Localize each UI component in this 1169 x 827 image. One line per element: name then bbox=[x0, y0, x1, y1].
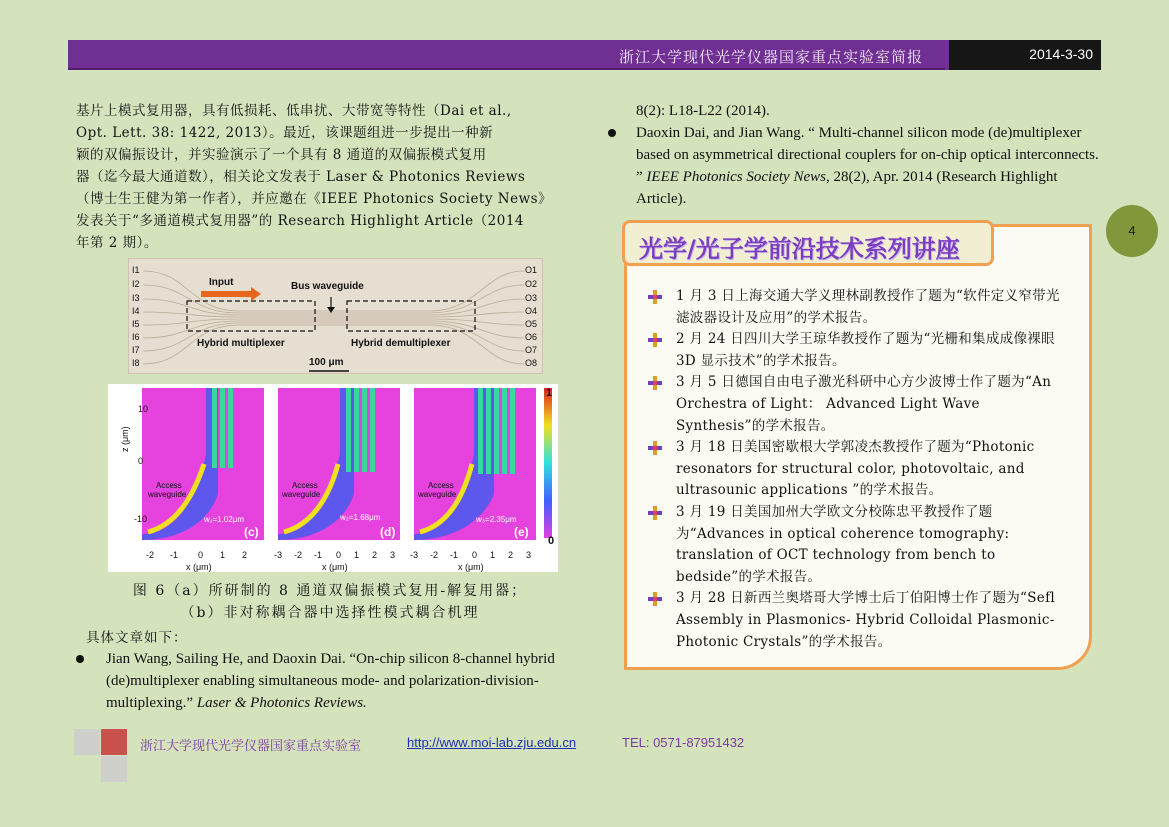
reference-list-right bbox=[608, 100, 1108, 210]
caption-line: （b）非对称耦合器中选择性模式耦合机理 bbox=[180, 605, 480, 621]
output-port-label: O8 bbox=[525, 358, 538, 368]
panel-label: (e) bbox=[514, 525, 529, 539]
simulation-svg bbox=[108, 384, 558, 572]
journal-name: IEEE Photonics Society News bbox=[646, 169, 826, 185]
panel-label: (c) bbox=[244, 525, 259, 539]
svg-text:-1: -1 bbox=[450, 550, 459, 560]
x-ticks-e bbox=[410, 550, 531, 560]
width-label: w₂=1.68μm bbox=[340, 513, 381, 522]
output-port-label: O5 bbox=[525, 319, 538, 329]
input-port-label: I5 bbox=[132, 319, 140, 329]
paragraph-line: 颖的双偏振设计，并实验演示了一个具有 8 通道的双偏振模式复用 bbox=[76, 147, 487, 163]
reference-items bbox=[608, 122, 1108, 210]
cross-bullet-icon bbox=[648, 592, 662, 606]
newsletter-title: 浙江大学现代光学仪器国家重点实验室简报 bbox=[618, 48, 923, 66]
output-port-label: O7 bbox=[525, 345, 538, 355]
svg-text:-1: -1 bbox=[170, 550, 179, 560]
svg-text:2: 2 bbox=[508, 550, 514, 560]
figure-caption bbox=[110, 580, 550, 624]
reference-list-left bbox=[76, 648, 566, 714]
y-tick: 10 bbox=[138, 404, 149, 414]
mode-coupling-simulations bbox=[108, 384, 558, 572]
svg-text:-3: -3 bbox=[274, 550, 283, 560]
scale-bar-label: 100 μm bbox=[309, 357, 344, 368]
lecture-item bbox=[648, 286, 1068, 329]
reference-item bbox=[76, 648, 566, 714]
access-label: Access bbox=[428, 481, 454, 490]
bullet-dot-icon bbox=[608, 129, 616, 137]
footer-telephone: TEL: 0571-87951432 bbox=[622, 735, 745, 750]
x-ticks-d bbox=[274, 550, 395, 560]
cross-bullet-icon bbox=[648, 506, 662, 520]
input-port-label: I2 bbox=[132, 279, 140, 289]
x-axis-label: x (μm) bbox=[322, 562, 348, 572]
svg-text:-3: -3 bbox=[410, 550, 419, 560]
y-axis-label: z (μm) bbox=[120, 426, 130, 452]
x-axis-label: x (μm) bbox=[186, 562, 212, 572]
intro-paragraph bbox=[76, 100, 564, 254]
output-port-label: O1 bbox=[525, 265, 538, 275]
lecture-text: 1 月 3 日上海交通大学义理林副教授作了题为“软件定义窄带光滤波器设计及应用”的学术报告。 bbox=[676, 288, 1060, 326]
footer-square bbox=[74, 729, 100, 755]
input-port-label: I6 bbox=[132, 332, 140, 342]
colorbar-min: 0 bbox=[548, 535, 555, 547]
paragraph-line: 发表关于“多通道模式复用器”的 Research Highlight Article（2014 bbox=[76, 213, 524, 229]
reference-item bbox=[608, 122, 1108, 210]
x-axis-label: x (μm) bbox=[458, 562, 484, 572]
panel-label: (d) bbox=[380, 525, 396, 539]
footer-square bbox=[101, 756, 127, 782]
lecture-text: 3 月 18 日美国密歇根大学郭凌杰教授作了题为“Photonic resonators for structural color, photovoltaic, and ultrasounic applications ”的学术报告。 bbox=[676, 439, 1035, 499]
paragraph-line: Opt. Lett. 38: 1422, 2013）。最近，该课题组进一步提出一种新 bbox=[76, 125, 494, 141]
issue-date: 2014-3-30 bbox=[945, 40, 1101, 70]
cross-bullet-icon bbox=[648, 333, 662, 347]
svg-text:2: 2 bbox=[372, 550, 378, 560]
demux-label: Hybrid demultiplexer bbox=[351, 338, 451, 349]
input-port-label: I1 bbox=[132, 265, 140, 275]
colorbar-max: 1 bbox=[546, 387, 553, 399]
reference-text: Daoxin Dai, and Jian Wang. “ Multi-channel silicon mode (de)multiplexer based on asymmetrical directional couplers for on-chip optical interconnects. ” bbox=[636, 125, 1099, 185]
lecture-list bbox=[648, 286, 1068, 653]
output-port-label: O6 bbox=[525, 332, 538, 342]
width-label: w₁=1.02μm bbox=[204, 515, 244, 524]
svg-text:-2: -2 bbox=[430, 550, 439, 560]
svg-text:1: 1 bbox=[490, 550, 496, 560]
lecture-item bbox=[648, 329, 1068, 372]
svg-text:0: 0 bbox=[336, 550, 342, 560]
input-port-label: I3 bbox=[132, 293, 140, 303]
footer-website-link[interactable]: http://www.moi-lab.zju.edu.cn bbox=[407, 735, 577, 750]
svg-text:3: 3 bbox=[526, 550, 532, 560]
reference-text: Jian Wang, Sailing He, and Daoxin Dai. “On-chip silicon 8-channel hybrid (de)multiplexer enabling simultaneous mode- and polarization-division-multiplexing.” bbox=[106, 651, 555, 711]
input-label: Input bbox=[209, 277, 234, 288]
y-tick: -10 bbox=[134, 514, 148, 524]
header-bar bbox=[68, 40, 1101, 70]
access-label: waveguide bbox=[148, 490, 187, 499]
lecture-item bbox=[648, 372, 1068, 437]
bus-waveguide-label: Bus waveguide bbox=[291, 281, 364, 292]
access-label: waveguide bbox=[418, 490, 457, 499]
lecture-item bbox=[648, 437, 1068, 502]
cross-bullet-icon bbox=[648, 441, 662, 455]
svg-text:0: 0 bbox=[472, 550, 478, 560]
svg-text:0: 0 bbox=[198, 550, 204, 560]
input-port-label: I7 bbox=[132, 345, 140, 355]
page-number-badge: 4 bbox=[1106, 205, 1158, 257]
lecture-text: 3 月 19 日美国加州大学欧文分校陈忠平教授作了题为“Advances in optical coherence tomography: translation of OCT technology from bench to bedside”的学术报告。 bbox=[676, 503, 1010, 585]
footer-lab-name: 浙江大学现代光学仪器国家重点实验室 bbox=[140, 739, 362, 754]
cross-bullet-icon bbox=[648, 290, 662, 304]
svg-text:1: 1 bbox=[220, 550, 226, 560]
svg-text:1: 1 bbox=[354, 550, 360, 560]
lecture-item bbox=[648, 502, 1068, 588]
journal-name: Laser & Photonics Reviews. bbox=[196, 695, 367, 711]
access-label: waveguide bbox=[282, 490, 321, 499]
width-label: w₃=2.35μm bbox=[476, 515, 517, 524]
x-ticks-c bbox=[146, 550, 247, 560]
svg-text:-2: -2 bbox=[294, 550, 303, 560]
y-tick: 0 bbox=[138, 456, 144, 466]
lecture-text: 3 月 28 日新西兰奥塔哥大学博士后丁伯阳博士作了题为“Sefl Assembly in Plasmonics- Hybrid Colloidal Plasmonic-Photonic Crystals”的学术报告。 bbox=[676, 590, 1055, 650]
paragraph-line: 器（迄今最大通道数），相关论文发表于 Laser & Photonics Reviews bbox=[76, 169, 526, 185]
lecture-series-title: 光学/光子学前沿技术系列讲座 bbox=[622, 220, 994, 266]
svg-text:-2: -2 bbox=[146, 550, 155, 560]
output-port-label: O4 bbox=[525, 306, 538, 316]
access-label: Access bbox=[156, 481, 182, 490]
footer-square bbox=[101, 729, 127, 755]
paragraph-line: 基片上模式复用器，具有低损耗、低串扰、大带宽等特性（Dai et al., bbox=[76, 103, 512, 119]
bullet-dot-icon bbox=[76, 655, 84, 663]
svg-text:2: 2 bbox=[242, 550, 248, 560]
lecture-text: 3 月 5 日德国自由电子激光科研中心方少波博士作了题为“An Orchestra of Light： Advanced Light Wave Synthesis”的学术报告。 bbox=[676, 374, 1052, 434]
micrograph-svg bbox=[129, 259, 543, 374]
device-micrograph bbox=[128, 258, 543, 374]
articles-heading: 具体文章如下： bbox=[86, 630, 188, 646]
colorbar bbox=[544, 388, 552, 538]
input-port-label: I8 bbox=[132, 358, 140, 368]
lecture-item bbox=[648, 588, 1068, 653]
output-port-label: O3 bbox=[525, 293, 538, 303]
reference-continuation: 8(2): L18-L22 (2014). bbox=[636, 103, 770, 119]
cross-bullet-icon bbox=[648, 376, 662, 390]
svg-text:-1: -1 bbox=[314, 550, 323, 560]
access-label: Access bbox=[292, 481, 318, 490]
svg-text:3: 3 bbox=[390, 550, 396, 560]
paragraph-line: 年第 2 期）。 bbox=[76, 235, 158, 251]
reference-tail: , 28(2), Apr. 2014 (Research Highlight Article). bbox=[636, 169, 1058, 207]
lecture-text: 2 月 24 日四川大学王琼华教授作了题为“光栅和集成成像裸眼 3D 显示技术”的学术报告。 bbox=[676, 331, 1055, 369]
input-port-label: I4 bbox=[132, 306, 140, 316]
output-port-label: O2 bbox=[525, 279, 538, 289]
caption-line: 图 6（a）所研制的 8 通道双偏振模式复用-解复用器； bbox=[132, 583, 528, 599]
paragraph-line: （博士生王健为第一作者），并应邀在《IEEE Photonics Society News》 bbox=[76, 191, 553, 207]
mux-label: Hybrid multiplexer bbox=[197, 338, 285, 349]
